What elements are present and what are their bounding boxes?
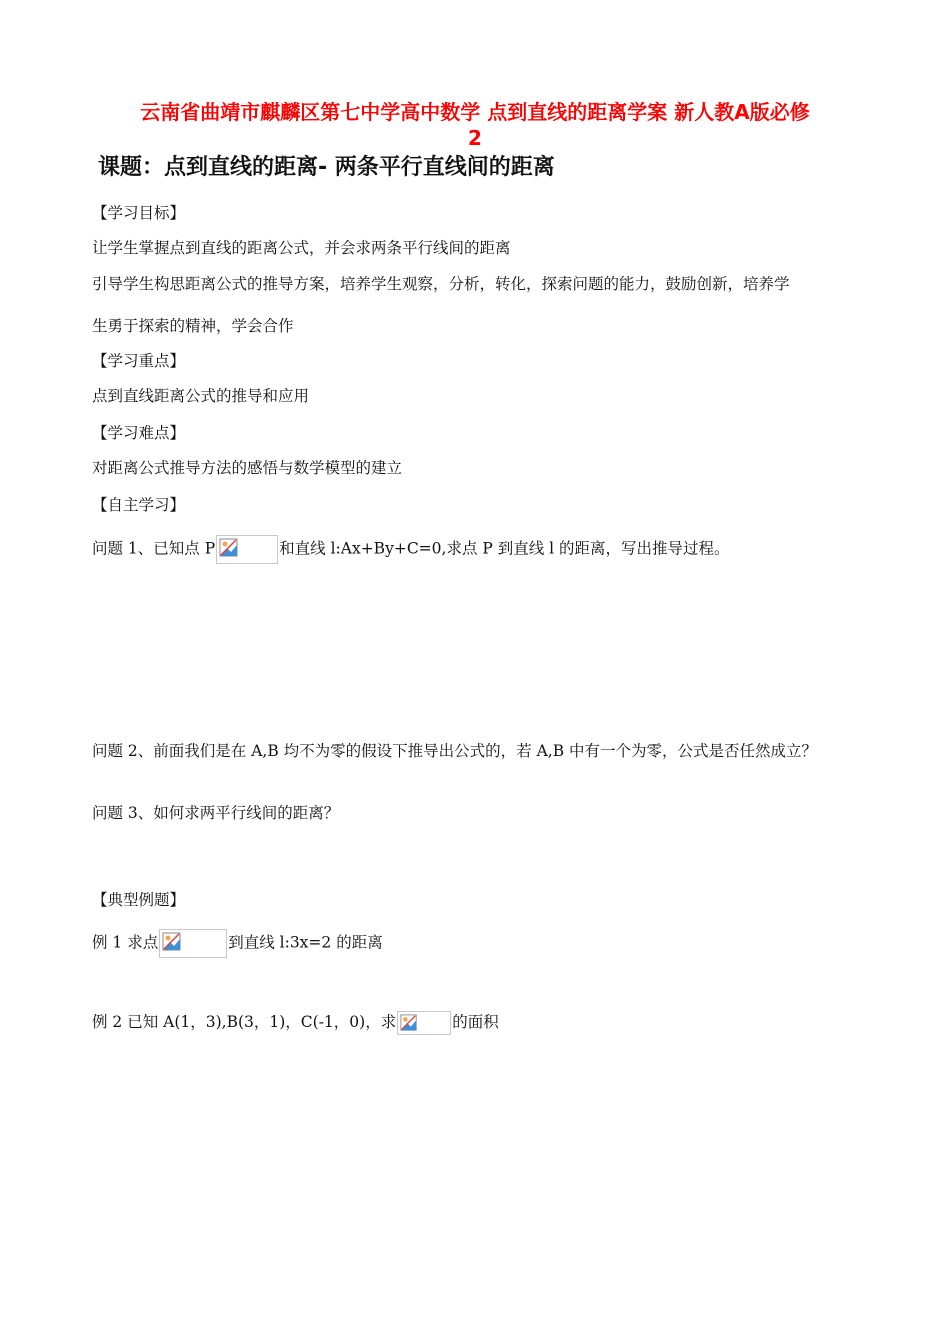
lesson-title: 课题：点到直线的距离- 两条平行直线间的距离: [98, 155, 555, 180]
goals-header: 【学习目标】: [92, 204, 186, 222]
document-title-line2: 2: [468, 126, 482, 150]
example-1: [92, 929, 383, 958]
broken-image-icon: [397, 1011, 451, 1035]
question-2: 问题 2、前面我们是在 A,B 均不为零的假设下推导出公式的，若 A,B 中有一个为零，公式是否任然成立？: [92, 742, 818, 760]
question-1-after: 和直线 l:Ax+By+C=0,求点 P 到直线 l 的距离，写出推导过程。: [279, 539, 730, 558]
goal-2b: 生勇于探索的精神，学会合作: [92, 317, 294, 335]
question-3: 问题 3、如何求两平行线间的距离？: [92, 804, 340, 822]
examples-header: 【典型例题】: [92, 891, 186, 909]
goal-1: 让学生掌握点到直线的距离公式，并会求两条平行线间的距离: [92, 239, 511, 257]
self-study-header: 【自主学习】: [92, 496, 186, 514]
example-2: [92, 1011, 499, 1035]
difficulty-1: 对距离公式推导方法的感悟与数学模型的建立: [92, 459, 403, 477]
document-title-line1: 云南省曲靖市麒麟区第七中学高中数学 点到直线的距离学案 新人教A版必修: [140, 100, 810, 124]
example-2-before: 例 2 已知 A(1，3),B(3，1)，C(-1，0)，求: [92, 1013, 397, 1031]
broken-image-icon: [159, 929, 227, 958]
key-1: 点到直线距离公式的推导和应用: [92, 387, 310, 405]
key-header: 【学习重点】: [92, 352, 186, 370]
broken-image-icon: [216, 535, 278, 564]
difficulty-header: 【学习难点】: [92, 424, 186, 442]
example-1-before: 例 1 求点: [92, 933, 159, 952]
example-1-after: 到直线 l:3x=2 的距离: [228, 933, 383, 952]
question-1-before: 问题 1、已知点 P: [92, 539, 216, 558]
goal-2a: 引导学生构思距离公式的推导方案，培养学生观察，分析，转化，探索问题的能力，鼓励创新，培养学: [92, 275, 790, 293]
question-1: [92, 535, 730, 564]
example-2-after: 的面积: [452, 1013, 499, 1031]
